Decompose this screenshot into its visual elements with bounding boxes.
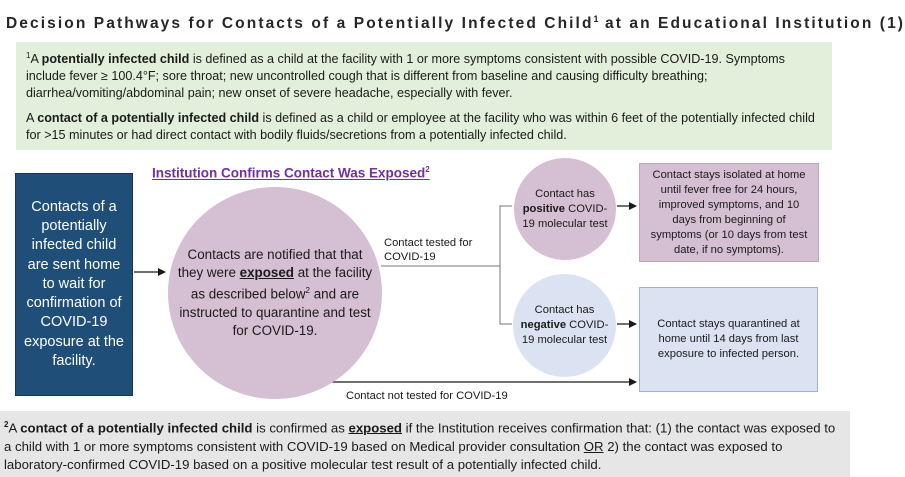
negative-test-node: Contact has negative COVID-19 molecular test — [513, 274, 616, 377]
positive-test-node: Contact has positive COVID-19 molecular test — [514, 158, 616, 260]
branch-bracket — [500, 206, 512, 324]
edge-label-tested: Contact tested for COVID-19 — [384, 237, 473, 263]
start-node-contacts-sent-home: Contacts of a potentially infected child are sent home to wait for confirmation of COVID-19 exposure at the facility. — [15, 173, 133, 396]
edge-label-not-tested: Contact not tested for COVID-19 — [346, 390, 508, 402]
outcome-quarantine-at-home: Contact stays quarantined at home until 14 days from last exposure to infected person. — [639, 287, 818, 392]
definition-potentially-infected-child: $^1$A potentially infected child is defined as a child at the facility with 1 or more symptoms consistent with possible COVID-19. Symptoms include fever ≥ 100.4°F; sore throat; new uncontrolled cough that is different from baseline and causing difficulty breathing; diarrhea/vomiting/abdominal pain; new onset of severe headache, especially with fever. — [26, 51, 785, 101]
outcome-isolate-at-home: Contact stays isolated at home until fever free for 24 hours, improved symptoms, and 10 days from beginning of symptoms (or 10 days from test date, if no symptoms). — [639, 163, 819, 262]
confirm-exposure-heading: Institution Confirms Contact Was Exposed$^2$ — [152, 165, 430, 181]
contacts-notified-node: Contacts are notified that that they were exposed at the facility as described below$^2$ and are instructed to quarantine and test for COVID-19. — [168, 187, 382, 399]
footnote-box: $^2$A contact of a potentially infected child is confirmed as exposed if the Institution receives confirmation that: (1) the contact was exposed to a child with 1 or more symptoms consistent with COVID-19 based on Medical provider consultation OR 2) the contact was exposed to laboratory-confirmed COVID-19 based on a positive molecular test result of a potentially infected child. — [0, 411, 850, 477]
definition-contact: A contact of a potentially infected child is defined as a child or employee at the facility who was within 6 feet of the potentially infected child for >15 minutes or had direct contact with bodily fluids/secretions from a potentially infected child. — [26, 111, 815, 143]
page-title: Decision Pathways for Contacts of a Potentially Infected Child$^1$ at an Educational Institution (1) — [6, 14, 905, 33]
